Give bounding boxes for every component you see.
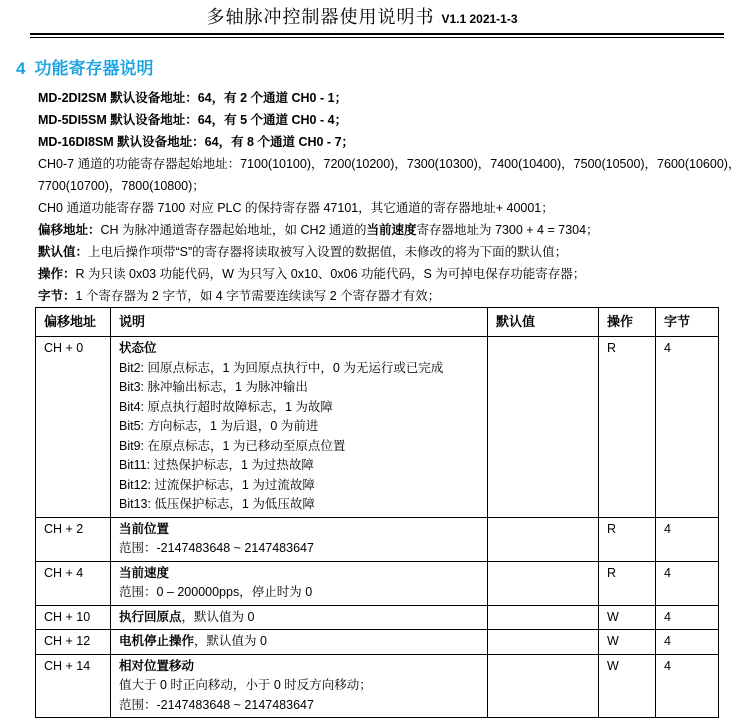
description-cell xyxy=(111,517,488,561)
description-line xyxy=(119,339,479,359)
header-cell-offset: 偏移地址 xyxy=(36,308,111,337)
default-value-cell xyxy=(488,654,599,718)
register-name: 电机停止操作 xyxy=(119,634,195,648)
register-detail: Bit3: 脉冲输出标志，1 为脉冲输出 xyxy=(119,380,308,394)
operation-cell: R xyxy=(599,561,656,605)
bytes-cell: 4 xyxy=(656,630,719,655)
intro-paragraphs xyxy=(38,87,740,307)
offset-cell: CH + 14 xyxy=(36,654,111,718)
description-line xyxy=(119,495,479,515)
paragraph-text: 1 个寄存器为 2 字节，如 4 字节需要连续读写 2 个寄存器才有效； xyxy=(75,289,441,303)
operation-cell: R xyxy=(599,517,656,561)
paragraph-text-bold: MD-16DI8SM 默认设备地址：64，有 8 个通道 CH0 - 7； xyxy=(38,135,355,149)
header-divider xyxy=(30,33,724,38)
paragraph-text-bold: 当前速度 xyxy=(366,223,417,237)
description-line xyxy=(119,378,479,398)
description-cell xyxy=(111,337,488,518)
paragraph-text: 7700(10700)，7800(10800)； xyxy=(38,179,205,193)
default-value-cell xyxy=(488,605,599,630)
table-row xyxy=(36,630,719,655)
register-name: 当前速度 xyxy=(119,565,170,580)
paragraph xyxy=(38,153,740,175)
description-line xyxy=(119,564,479,584)
paragraph-text-bold: 偏移地址： xyxy=(38,223,101,237)
description-line xyxy=(119,632,479,652)
paragraph-text-bold: 操作： xyxy=(38,267,76,281)
paragraph-text: 寄存器地址为 7300 + 4 = 7304； xyxy=(416,223,599,237)
bytes-cell: 4 xyxy=(656,517,719,561)
bytes-cell: 4 xyxy=(656,337,719,518)
register-name: 相对位置移动 xyxy=(119,658,195,673)
table-row xyxy=(36,561,719,605)
register-detail: ，默认值为 0 xyxy=(194,634,267,648)
table-header-row xyxy=(36,308,719,337)
default-value-cell xyxy=(488,630,599,655)
register-detail: 范围：0 – 200000pps，停止时为 0 xyxy=(119,585,313,599)
paragraph xyxy=(38,197,724,219)
section-number: 4 xyxy=(16,59,26,78)
description-line xyxy=(119,417,479,437)
document-version: V1.1 2021-1-3 xyxy=(441,12,518,26)
register-detail: ，默认值为 0 xyxy=(181,609,255,624)
section-heading xyxy=(16,59,724,79)
paragraph xyxy=(38,263,724,285)
paragraph-text: CH0-7 通道的功能寄存器起始地址：7100(10100)，7200(10200)，7300(10300)，7400(10400)，7500(10500)，7600(10600)， xyxy=(38,157,740,171)
offset-cell: CH + 10 xyxy=(36,605,111,630)
description-line xyxy=(119,539,479,559)
description-line xyxy=(119,359,479,379)
register-detail: Bit2: 回原点标志，1 为回原点执行中，0 为无运行或已完成 xyxy=(119,360,444,375)
paragraph-text: CH 为脉冲通道寄存器起始地址，如 CH2 通道的 xyxy=(100,223,367,237)
register-detail: 范围：-2147483648 ~ 2147483647 xyxy=(119,697,314,712)
paragraph xyxy=(38,131,724,153)
paragraph-text-bold: 字节： xyxy=(38,289,76,303)
operation-cell: R xyxy=(599,337,656,518)
register-name: 执行回原点 xyxy=(119,609,182,624)
description-line xyxy=(119,608,479,628)
default-value-cell xyxy=(488,337,599,518)
table-row xyxy=(36,605,719,630)
header-cell-description: 说明 xyxy=(111,308,488,337)
paragraph xyxy=(38,241,724,263)
register-detail: Bit12: 过流保护标志，1 为过流故障 xyxy=(119,477,315,492)
table-row xyxy=(36,337,719,518)
description-line xyxy=(119,456,479,476)
offset-cell: CH + 12 xyxy=(36,630,111,655)
description-line xyxy=(119,583,479,603)
description-line xyxy=(119,520,479,540)
register-detail: Bit13: 低压保护标志，1 为低压故障 xyxy=(119,497,315,511)
operation-cell: W xyxy=(599,630,656,655)
paragraph xyxy=(38,109,724,131)
description-line xyxy=(119,657,479,677)
description-line xyxy=(119,437,479,457)
register-detail: Bit11: 过热保护标志，1 为过热故障 xyxy=(119,458,314,472)
paragraph-text-bold: MD-2DI2SM 默认设备地址：64，有 2 个通道 CH0 - 1； xyxy=(38,91,348,105)
register-detail: Bit9: 在原点标志，1 为已移动至原点位置 xyxy=(119,438,346,453)
register-detail: 值大于 0 时正向移动，小于 0 时反方向移动； xyxy=(119,678,372,692)
register-detail: Bit5: 方向标志，1 为后退，0 为前进 xyxy=(119,419,319,433)
paragraph-text-bold: 默认值： xyxy=(38,245,89,259)
bytes-cell: 4 xyxy=(656,654,719,718)
bytes-cell: 4 xyxy=(656,605,719,630)
offset-cell: CH + 0 xyxy=(36,337,111,518)
bytes-cell: 4 xyxy=(656,561,719,605)
header-cell-bytes: 字节 xyxy=(656,308,719,337)
description-cell xyxy=(111,605,488,630)
register-detail: 范围：-2147483648 ~ 2147483647 xyxy=(119,541,314,555)
page-header xyxy=(0,0,724,29)
description-line xyxy=(119,476,479,496)
default-value-cell xyxy=(488,561,599,605)
description-cell xyxy=(111,561,488,605)
paragraph xyxy=(38,87,724,109)
registers-table xyxy=(35,307,719,718)
paragraph xyxy=(38,219,724,241)
paragraph-text: R 为只读 0x03 功能代码，W 为只写入 0x10、0x06 功能代码，S 为可掉电保存功能寄存器； xyxy=(75,267,586,281)
paragraph xyxy=(38,175,724,197)
operation-cell: W xyxy=(599,654,656,718)
description-cell xyxy=(111,654,488,718)
paragraph xyxy=(38,285,724,307)
paragraph-text: CH0 通道功能寄存器 7100 对应 PLC 的保持寄存器 47101，其它通道的寄存器地址+ 40001； xyxy=(38,201,554,215)
table-row xyxy=(36,517,719,561)
description-line xyxy=(119,676,479,696)
operation-cell: W xyxy=(599,605,656,630)
description-line xyxy=(119,398,479,418)
section-title: 功能寄存器说明 xyxy=(34,59,154,78)
default-value-cell xyxy=(488,517,599,561)
table-row xyxy=(36,654,719,718)
register-name: 当前位置 xyxy=(119,521,170,536)
register-name: 状态位 xyxy=(119,341,157,355)
header-cell-default: 默认值 xyxy=(488,308,599,337)
paragraph-text: 上电后操作项带“S”的寄存器将读取被写入设置的数据值，未修改的将为下面的默认值； xyxy=(88,245,568,259)
description-line xyxy=(119,696,479,716)
header-cell-operation: 操作 xyxy=(599,308,656,337)
paragraph-text-bold: MD-5DI5SM 默认设备地址：64，有 5 个通道 CH0 - 4； xyxy=(38,113,348,127)
offset-cell: CH + 4 xyxy=(36,561,111,605)
document-title: 多轴脉冲控制器使用说明书 xyxy=(206,7,435,27)
offset-cell: CH + 2 xyxy=(36,517,111,561)
register-detail: Bit4: 原点执行超时故障标志，1 为故障 xyxy=(119,399,333,414)
description-cell xyxy=(111,630,488,655)
